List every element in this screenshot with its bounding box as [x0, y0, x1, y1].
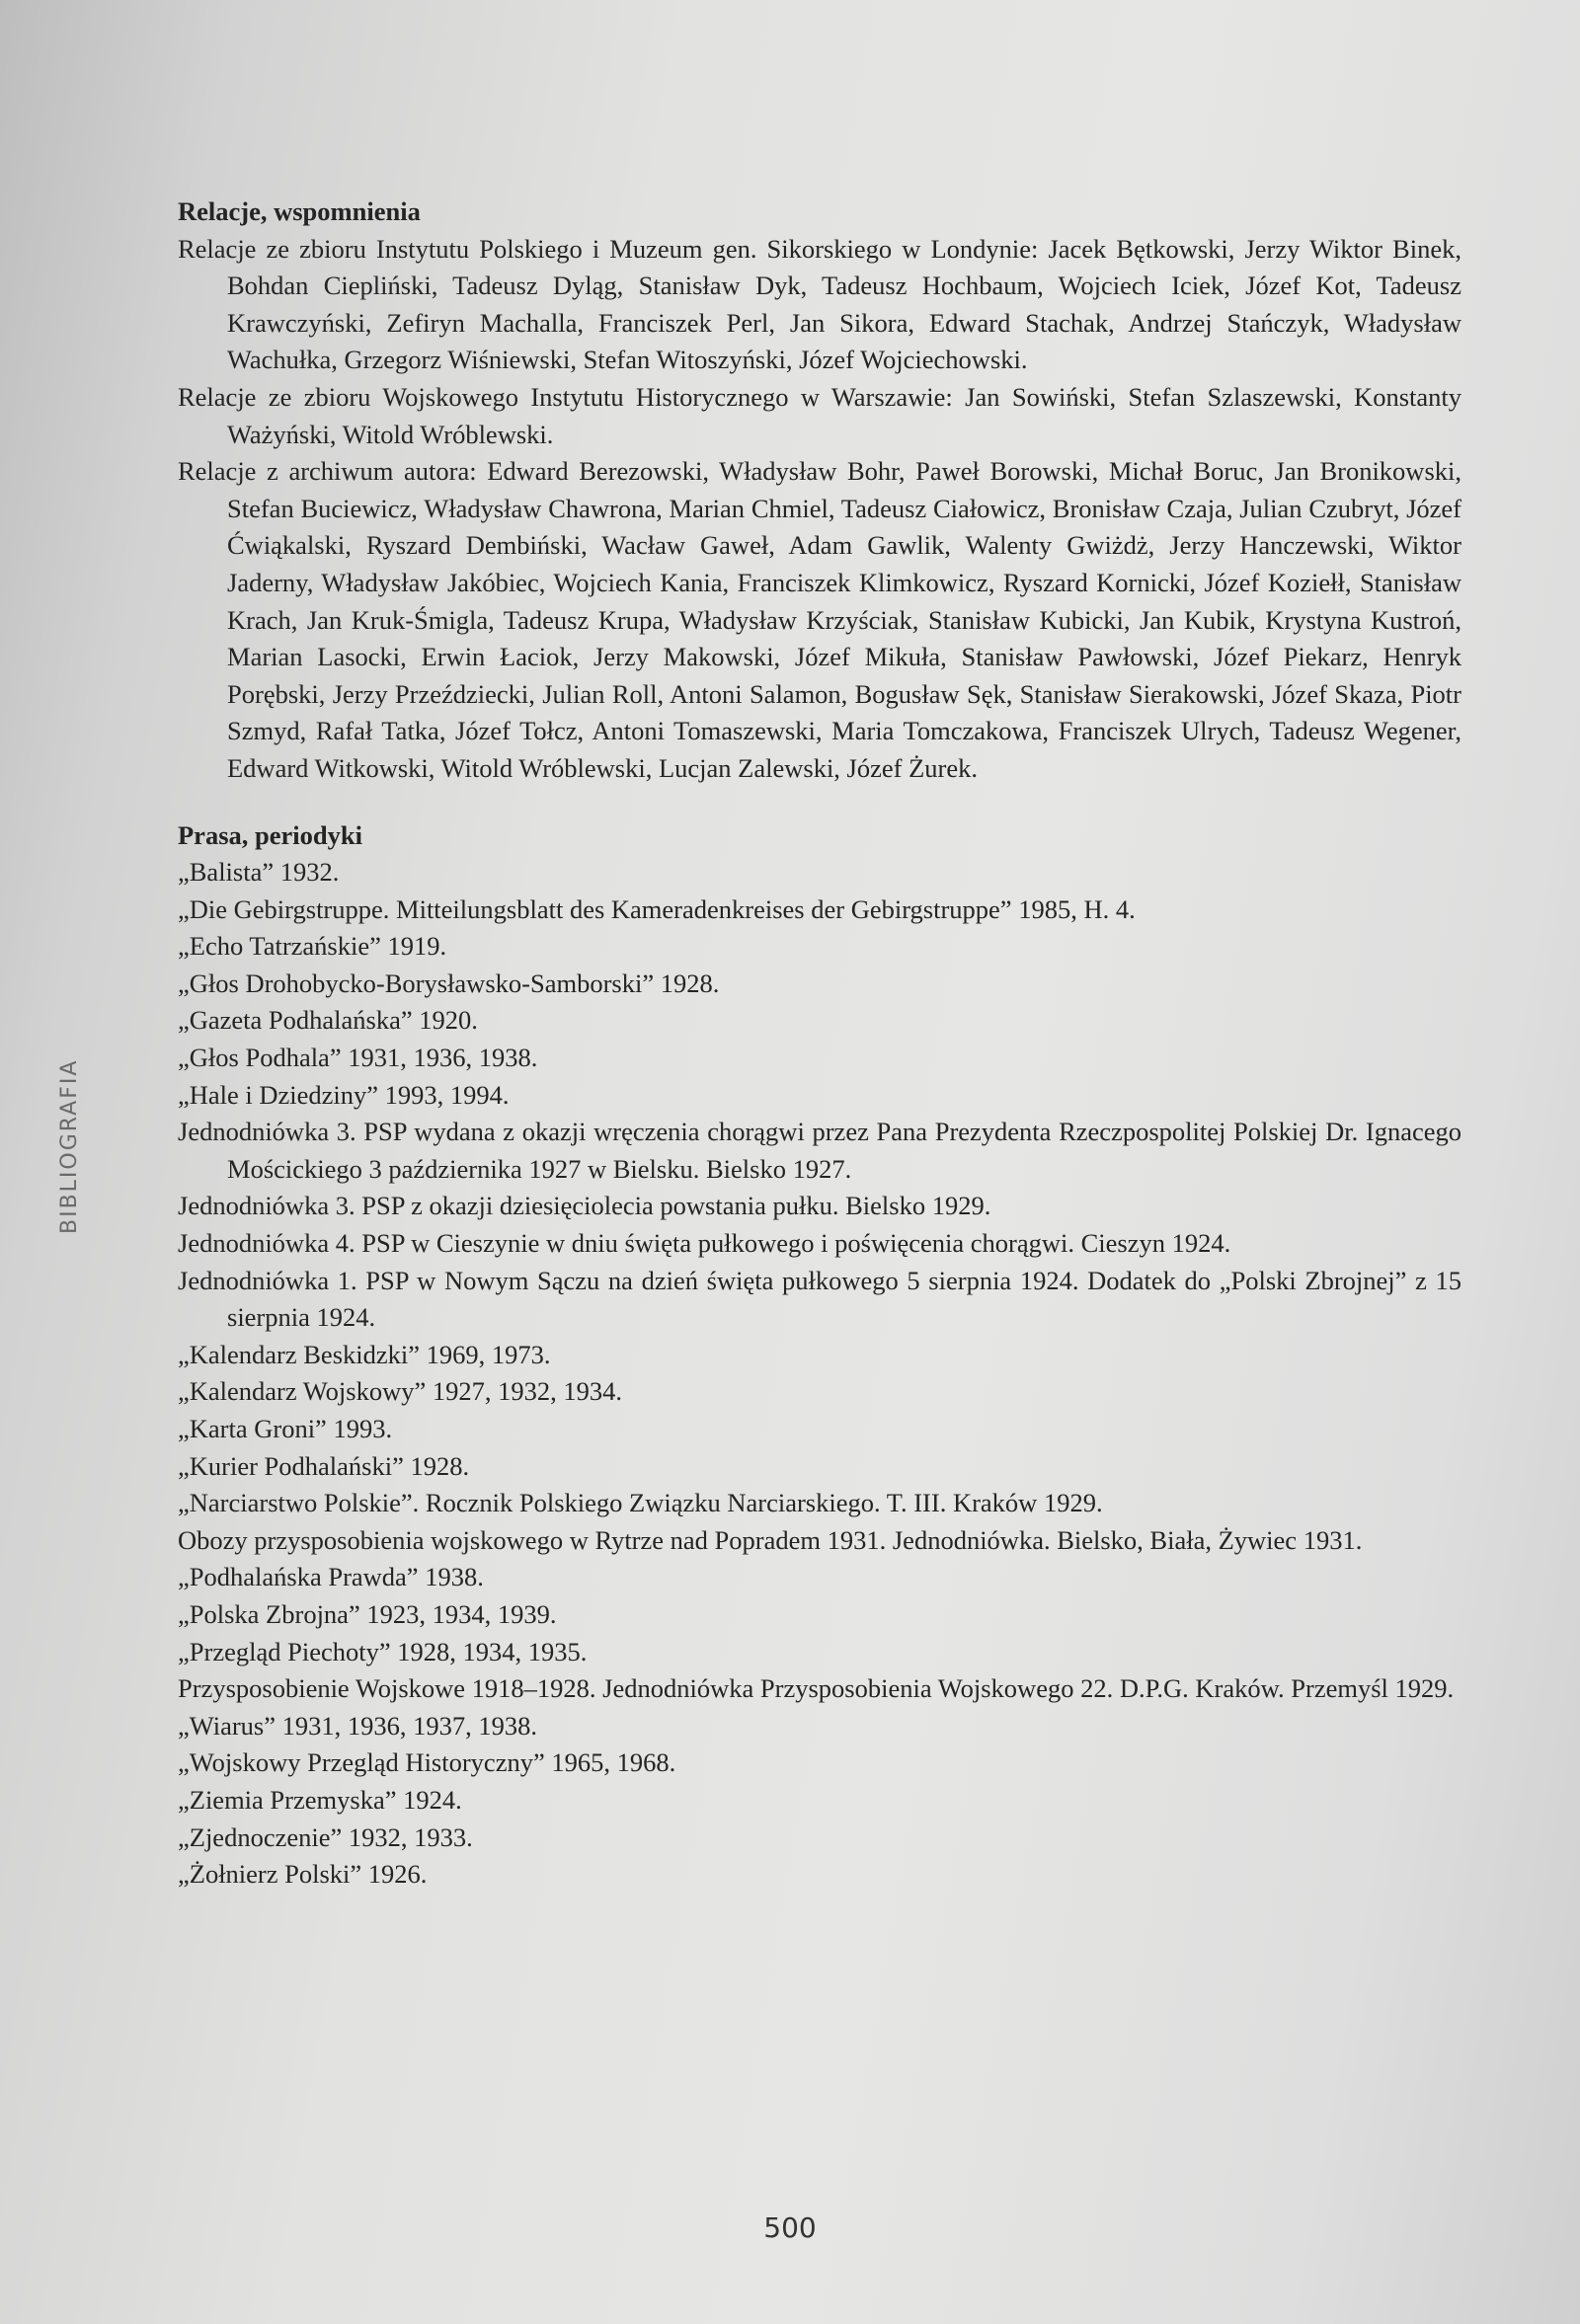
bibliography-entry: „Głos Drohobycko-Borysławsko-Samborski” 1928. [178, 968, 720, 998]
bibliography-entry: „Ziemia Przemyska” 1924. [178, 1784, 462, 1815]
bibliography-entry: Jednodniówka 3. PSP z okazji dziesięciolecia powstania pułku. Bielsko 1929. [178, 1191, 991, 1221]
page-number: 500 [763, 2211, 817, 2244]
bibliography-entry: „Karta Groni” 1993. [178, 1414, 393, 1443]
bibliography-entry: „Balista” 1932. [178, 857, 340, 888]
bibliography-entry: Relacje ze zbioru Instytutu Polskiego i Muzeum gen. Sikorskiego w Londynie: Jacek Bętkowski, Jerzy Wiktor Binek, Bohdan Ciepliński, Tadeusz Dyląg, Stanisław Dyk, Tadeusz Hochbaum, Wojciech Iciek, Józef Kot, Tadeusz Krawczyński, Zefiryn Machalla, Franciszek Perl, Jan Sikora, Edward Stachak, Andrzej Stańczyk, Władysław Wachułka, Grzegorz Wiśniewski, Stefan Witoszyński, Józef Wojciechowski. [178, 233, 1462, 375]
bibliography-entry: „Wiarus” 1931, 1936, 1937, 1938. [178, 1710, 537, 1741]
bibliography-section [178, 817, 1462, 1894]
section-heading: Relacje, wspomnienia [178, 196, 421, 226]
bibliography-entry: Jednodniówka 4. PSP w Cieszynie w dniu święta pułkowego i poświęcenia chorągwi. Cieszyn 1924. [178, 1228, 1231, 1259]
bibliography-entry: Relacje ze zbioru Wojskowego Instytutu Historycznego w Warszawie: Jan Sowiński, Stefan Szlaszewski, Konstanty Ważyński, Witold Wróblewski. [178, 381, 1462, 449]
bibliography-entry: Obozy przysposobienia wojskowego w Rytrze nad Popradem 1931. Jednodniówka. Bielsko, Biała, Żywiec 1931. [178, 1524, 1363, 1555]
bibliography-entry: Relacje z archiwum autora: Edward Berezowski, Władysław Bohr, Paweł Borowski, Michał Boruc, Jan Bronikowski, Stefan Buciewicz, Władysław Chawrona, Marian Chmiel, Tadeusz Ciałowicz, Bronisław Czaja, Julian Czubryt, Józef Ćwiąkalski, Ryszard Dembiński, Wacław Gaweł, Adam Gawlik, Walenty Gwiżdż, Jerzy Hanczewski, Wiktor Jaderny, Władysław Jakóbiec, Wojciech Kania, Franciszek Klimkowicz, Ryszard Kornicki, Józef Koziełł, Stanisław Krach, Jan Kruk-Śmigla, Tadeusz Krupa, Władysław Krzyściak, Stanisław Kubicki, Jan Kubik, Krystyna Kustroń, Marian Lasocki, Erwin Łaciok, Jerzy Makowski, Józef Mikuła, Stanisław Pawłowski, Józef Piekarz, Henryk Porębski, Jerzy Przeździecki, Julian Roll, Antoni Salamon, Bogusław Sęk, Stanisław Sierakowski, Józef Skaza, Piotr Szmyd, Rafał Tatka, Józef Tołcz, Antoni Tomaszewski, Maria Tomczakowa, Franciszek Ulrych, Tadeusz Wegener, Edward Witkowski, Witold Wróblewski, Lucjan Zalewski, Józef Żurek. [178, 456, 1462, 783]
bibliography-entry: „Kalendarz Beskidzki” 1969, 1973. [178, 1339, 551, 1369]
bibliography-entry: „Echo Tatrzańskie” 1919. [178, 931, 447, 962]
side-label: BIBLIOGRAFIA [57, 1058, 82, 1234]
section-heading: Prasa, periodyki [178, 819, 362, 850]
bibliography-section [178, 194, 1462, 788]
bibliography-entry: „Głos Podhala” 1931, 1936, 1938. [178, 1043, 538, 1073]
bibliography-entry: „Zjednoczenie” 1932, 1933. [178, 1821, 473, 1852]
bibliography-entry: „Die Gebirgstruppe. Mitteilungsblatt des Kameradenkreises der Gebirgstruppe” 1985, H. 4. [178, 893, 1136, 924]
bibliography-entry: „Żołnierz Polski” 1926. [178, 1859, 428, 1890]
bibliography-entry: Jednodniówka 3. PSP wydana z okazji wręczenia chorągwi przez Pana Prezydenta Rzeczpospolitej Polskiej Dr. Ignacego Mościckiego 3 października 1927 w Bielsku. Bielsko 1927. [178, 1117, 1462, 1184]
bibliography-entry: „Podhalańska Prawda” 1938. [178, 1562, 484, 1592]
bibliography-entry: „Przegląd Piechoty” 1928, 1934, 1935. [178, 1636, 588, 1666]
bibliography-entry: „Polska Zbrojna” 1923, 1934, 1939. [178, 1598, 557, 1629]
bibliography-entry: „Narciarstwo Polskie”. Rocznik Polskiego Związku Narciarskiego. T. III. Kraków 1929. [178, 1488, 1103, 1518]
bibliography-entry: „Wojskowy Przegląd Historyczny” 1965, 1968. [178, 1747, 676, 1778]
bibliography-entry: „Kurier Podhalański” 1928. [178, 1450, 470, 1481]
bibliography-entry: „Hale i Dziedziny” 1993, 1994. [178, 1079, 510, 1110]
bibliography-entry: „Kalendarz Wojskowy” 1927, 1932, 1934. [178, 1376, 622, 1407]
bibliography-content [178, 194, 1462, 1894]
bibliography-entry: Jednodniówka 1. PSP w Nowym Sączu na dzień święta pułkowego 5 sierpnia 1924. Dodatek do „Polski Zbrojnej” z 15 sierpnia 1924. [178, 1265, 1462, 1333]
bibliography-entry: Przysposobienie Wojskowe 1918–1928. Jednodniówka Przysposobienia Wojskowego 22. D.P.G. Kraków. Przemyśl 1929. [178, 1673, 1455, 1704]
bibliography-entry: „Gazeta Podhalańska” 1920. [178, 1005, 478, 1036]
